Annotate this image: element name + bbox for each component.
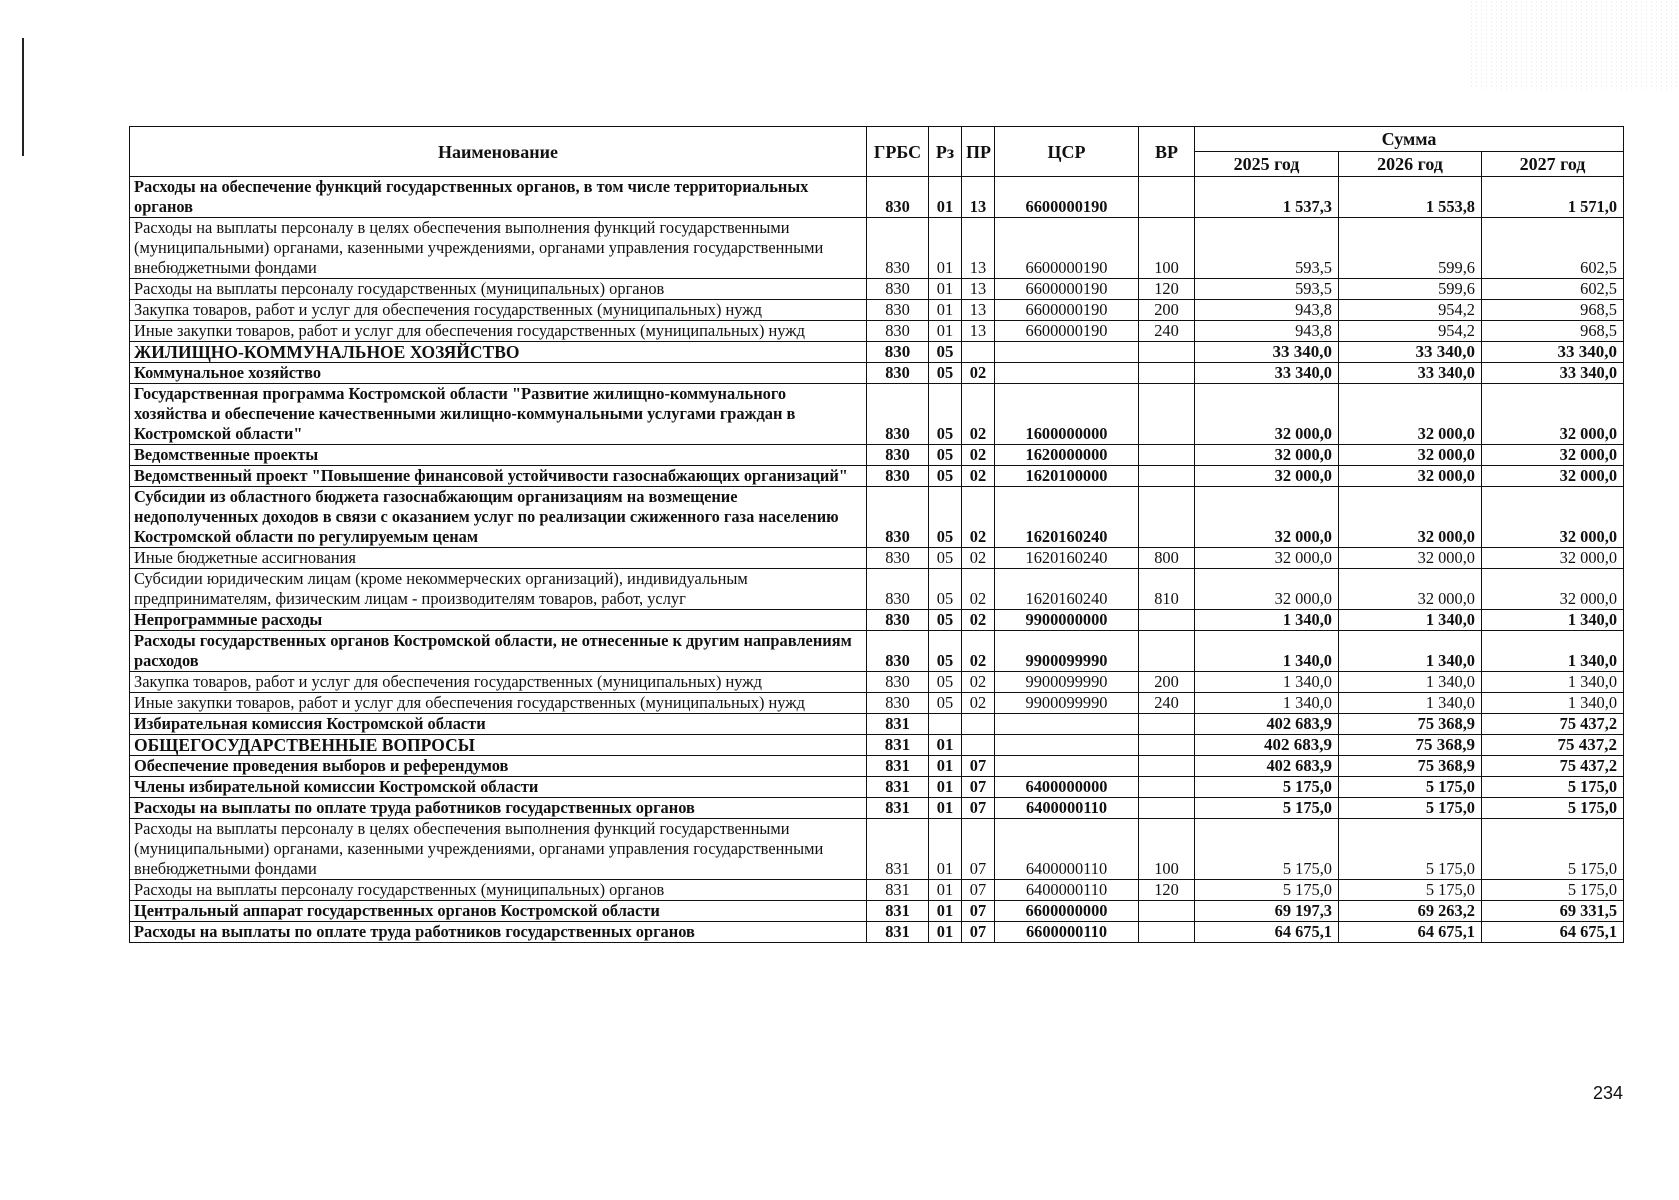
table-row: [130, 922, 1624, 943]
row-sum-2027: 1 340,0: [1482, 610, 1624, 631]
table-row: [130, 735, 1624, 756]
row-sum-2027: 33 340,0: [1482, 342, 1624, 363]
row-name: Расходы на обеспечение функций государственных органов, в том числе территориальных органов: [130, 177, 867, 218]
row-sum-2027: 32 000,0: [1482, 548, 1624, 569]
row-sum-2026: 954,2: [1339, 300, 1482, 321]
row-sum-2025: 1 340,0: [1195, 672, 1339, 693]
row-grbs: 830: [867, 342, 929, 363]
row-sum-2027: 1 340,0: [1482, 631, 1624, 672]
row-sum-2027: 75 437,2: [1482, 735, 1624, 756]
row-grbs: 830: [867, 363, 929, 384]
row-csr: 1620000000: [995, 445, 1139, 466]
row-vr: [1139, 631, 1195, 672]
row-sum-2025: 1 340,0: [1195, 610, 1339, 631]
row-rz: 01: [929, 777, 962, 798]
table-row: [130, 798, 1624, 819]
row-sum-2026: 32 000,0: [1339, 487, 1482, 548]
row-sum-2025: 69 197,3: [1195, 901, 1339, 922]
row-vr: [1139, 756, 1195, 777]
row-pr: 02: [962, 384, 995, 445]
row-sum-2027: 32 000,0: [1482, 466, 1624, 487]
row-grbs: 830: [867, 569, 929, 610]
row-name: Иные закупки товаров, работ и услуг для обеспечения государственных (муниципальных) нужд: [130, 693, 867, 714]
row-rz: 05: [929, 693, 962, 714]
row-csr: [995, 735, 1139, 756]
table-row: [130, 384, 1624, 445]
row-sum-2026: 75 368,9: [1339, 714, 1482, 735]
row-sum-2027: 968,5: [1482, 300, 1624, 321]
row-grbs: 831: [867, 798, 929, 819]
row-sum-2025: 5 175,0: [1195, 880, 1339, 901]
row-vr: 240: [1139, 321, 1195, 342]
row-name: Избирательная комиссия Костромской области: [130, 714, 867, 735]
header-vr: ВР: [1139, 127, 1195, 177]
row-sum-2025: 943,8: [1195, 321, 1339, 342]
row-sum-2026: 1 340,0: [1339, 693, 1482, 714]
table-row: [130, 569, 1624, 610]
row-csr: [995, 756, 1139, 777]
header-2027: 2027 год: [1482, 152, 1624, 177]
row-sum-2025: 593,5: [1195, 279, 1339, 300]
table-row: [130, 279, 1624, 300]
row-pr: [962, 342, 995, 363]
row-sum-2026: 954,2: [1339, 321, 1482, 342]
table-row: [130, 777, 1624, 798]
row-rz: 01: [929, 735, 962, 756]
row-sum-2027: 5 175,0: [1482, 777, 1624, 798]
row-name: Обеспечение проведения выборов и референдумов: [130, 756, 867, 777]
row-sum-2026: 75 368,9: [1339, 735, 1482, 756]
row-sum-2026: 5 175,0: [1339, 777, 1482, 798]
row-sum-2025: 1 340,0: [1195, 631, 1339, 672]
row-grbs: 830: [867, 693, 929, 714]
row-grbs: 831: [867, 735, 929, 756]
table-row: [130, 300, 1624, 321]
row-name: Непрограммные расходы: [130, 610, 867, 631]
row-pr: 02: [962, 487, 995, 548]
row-rz: 01: [929, 901, 962, 922]
row-vr: [1139, 798, 1195, 819]
header-csr: ЦСР: [995, 127, 1139, 177]
row-csr: 6600000190: [995, 300, 1139, 321]
row-sum-2025: 402 683,9: [1195, 756, 1339, 777]
row-rz: 01: [929, 177, 962, 218]
row-sum-2027: 33 340,0: [1482, 363, 1624, 384]
header-rz: Рз: [929, 127, 962, 177]
row-pr: 13: [962, 279, 995, 300]
row-name: Расходы на выплаты персоналу государственных (муниципальных) органов: [130, 880, 867, 901]
row-grbs: 830: [867, 672, 929, 693]
row-pr: 07: [962, 901, 995, 922]
row-grbs: 830: [867, 487, 929, 548]
scan-noise: [1469, 0, 1679, 90]
row-grbs: 830: [867, 177, 929, 218]
row-sum-2026: 599,6: [1339, 218, 1482, 279]
row-vr: [1139, 445, 1195, 466]
table-row: [130, 610, 1624, 631]
row-sum-2027: 5 175,0: [1482, 819, 1624, 880]
row-csr: 6400000110: [995, 798, 1139, 819]
row-pr: [962, 714, 995, 735]
table-row: [130, 363, 1624, 384]
row-pr: 07: [962, 819, 995, 880]
table-row: [130, 177, 1624, 218]
row-name: Ведомственный проект "Повышение финансовой устойчивости газоснабжающих организаций": [130, 466, 867, 487]
row-name: Центральный аппарат государственных органов Костромской области: [130, 901, 867, 922]
row-pr: 07: [962, 777, 995, 798]
row-sum-2025: 32 000,0: [1195, 548, 1339, 569]
table-row: [130, 321, 1624, 342]
table-row: [130, 631, 1624, 672]
row-rz: 01: [929, 756, 962, 777]
row-sum-2026: 33 340,0: [1339, 342, 1482, 363]
row-vr: 800: [1139, 548, 1195, 569]
row-rz: 01: [929, 922, 962, 943]
row-sum-2025: 402 683,9: [1195, 714, 1339, 735]
row-sum-2026: 32 000,0: [1339, 445, 1482, 466]
row-rz: 05: [929, 342, 962, 363]
row-csr: 6400000110: [995, 880, 1139, 901]
row-sum-2027: 602,5: [1482, 279, 1624, 300]
row-grbs: 830: [867, 548, 929, 569]
row-name: Субсидии из областного бюджета газоснабжающим организациям на возмещение недополученных доходов в связи с оказанием услуг по реализации сжиженного газа населению Костромской области по регулируемым ценам: [130, 487, 867, 548]
row-csr: 9900099990: [995, 631, 1139, 672]
row-sum-2027: 32 000,0: [1482, 569, 1624, 610]
row-sum-2027: 1 340,0: [1482, 693, 1624, 714]
row-sum-2026: 32 000,0: [1339, 569, 1482, 610]
row-pr: 02: [962, 548, 995, 569]
row-name: Ведомственные проекты: [130, 445, 867, 466]
row-rz: 01: [929, 321, 962, 342]
row-vr: 240: [1139, 693, 1195, 714]
row-sum-2026: 599,6: [1339, 279, 1482, 300]
row-pr: 07: [962, 798, 995, 819]
row-rz: 05: [929, 569, 962, 610]
row-sum-2027: 64 675,1: [1482, 922, 1624, 943]
row-sum-2026: 69 263,2: [1339, 901, 1482, 922]
table-row: [130, 756, 1624, 777]
row-rz: 01: [929, 798, 962, 819]
row-pr: [962, 735, 995, 756]
row-sum-2025: 32 000,0: [1195, 466, 1339, 487]
row-csr: 1620160240: [995, 569, 1139, 610]
row-rz: 05: [929, 487, 962, 548]
row-sum-2025: 1 537,3: [1195, 177, 1339, 218]
row-pr: 13: [962, 321, 995, 342]
row-vr: 200: [1139, 300, 1195, 321]
row-name: Расходы на выплаты персоналу государственных (муниципальных) органов: [130, 279, 867, 300]
table-row: [130, 880, 1624, 901]
row-sum-2025: 32 000,0: [1195, 569, 1339, 610]
row-rz: 05: [929, 610, 962, 631]
row-grbs: 831: [867, 819, 929, 880]
row-csr: 6600000190: [995, 279, 1139, 300]
row-grbs: 830: [867, 384, 929, 445]
row-sum-2027: 32 000,0: [1482, 384, 1624, 445]
row-sum-2027: 69 331,5: [1482, 901, 1624, 922]
table-row: [130, 445, 1624, 466]
table-row: [130, 548, 1624, 569]
row-sum-2025: 33 340,0: [1195, 342, 1339, 363]
table-row: [130, 487, 1624, 548]
row-grbs: 830: [867, 321, 929, 342]
row-grbs: 830: [867, 466, 929, 487]
row-rz: 05: [929, 384, 962, 445]
row-vr: [1139, 610, 1195, 631]
row-vr: [1139, 714, 1195, 735]
row-grbs: 830: [867, 218, 929, 279]
table-row: [130, 819, 1624, 880]
row-pr: 02: [962, 363, 995, 384]
row-name: Иные закупки товаров, работ и услуг для обеспечения государственных (муниципальных) нужд: [130, 321, 867, 342]
row-csr: [995, 363, 1139, 384]
row-name: Расходы на выплаты по оплате труда работников государственных органов: [130, 798, 867, 819]
row-sum-2025: 33 340,0: [1195, 363, 1339, 384]
row-grbs: 831: [867, 714, 929, 735]
row-csr: 6600000190: [995, 321, 1139, 342]
row-grbs: 830: [867, 631, 929, 672]
row-sum-2027: 32 000,0: [1482, 487, 1624, 548]
table-row: [130, 342, 1624, 363]
row-csr: 1620160240: [995, 487, 1139, 548]
header-grbs: ГРБС: [867, 127, 929, 177]
row-sum-2025: 943,8: [1195, 300, 1339, 321]
row-rz: 05: [929, 466, 962, 487]
scan-margin-line: [22, 38, 24, 156]
row-csr: 9900099990: [995, 672, 1139, 693]
row-name: Расходы на выплаты персоналу в целях обеспечения выполнения функций государственными (муниципальными) органами, казенными учреждениями, органами управления государственными внебюджетными фондами: [130, 819, 867, 880]
row-pr: 02: [962, 672, 995, 693]
row-name: Члены избирательной комиссии Костромской области: [130, 777, 867, 798]
row-vr: [1139, 177, 1195, 218]
row-rz: 01: [929, 880, 962, 901]
row-csr: 6600000000: [995, 901, 1139, 922]
row-sum-2025: 32 000,0: [1195, 487, 1339, 548]
row-pr: 02: [962, 610, 995, 631]
row-vr: [1139, 901, 1195, 922]
row-sum-2026: 5 175,0: [1339, 798, 1482, 819]
row-vr: [1139, 342, 1195, 363]
row-sum-2027: 1 571,0: [1482, 177, 1624, 218]
row-sum-2027: 32 000,0: [1482, 445, 1624, 466]
row-grbs: 830: [867, 610, 929, 631]
row-csr: 6600000190: [995, 218, 1139, 279]
row-rz: 05: [929, 445, 962, 466]
row-csr: 6400000110: [995, 819, 1139, 880]
row-grbs: 831: [867, 756, 929, 777]
row-sum-2026: 75 368,9: [1339, 756, 1482, 777]
row-vr: 810: [1139, 569, 1195, 610]
row-csr: 9900000000: [995, 610, 1139, 631]
row-sum-2026: 33 340,0: [1339, 363, 1482, 384]
row-sum-2027: 5 175,0: [1482, 880, 1624, 901]
row-sum-2025: 5 175,0: [1195, 819, 1339, 880]
row-sum-2026: 1 553,8: [1339, 177, 1482, 218]
row-rz: 01: [929, 279, 962, 300]
row-rz: 01: [929, 819, 962, 880]
budget-table: [129, 126, 1624, 943]
header-name: Наименование: [130, 127, 867, 177]
row-vr: 120: [1139, 880, 1195, 901]
row-grbs: 831: [867, 922, 929, 943]
row-name: Расходы государственных органов Костромской области, не отнесенные к другим направлениям расходов: [130, 631, 867, 672]
row-vr: 100: [1139, 218, 1195, 279]
row-pr: 13: [962, 300, 995, 321]
row-csr: 6600000190: [995, 177, 1139, 218]
table-row: [130, 714, 1624, 735]
row-sum-2026: 1 340,0: [1339, 610, 1482, 631]
row-rz: [929, 714, 962, 735]
page-number: 234: [1592, 1083, 1623, 1103]
row-pr: 02: [962, 466, 995, 487]
row-csr: [995, 342, 1139, 363]
table-row: [130, 218, 1624, 279]
row-vr: [1139, 487, 1195, 548]
row-name: ОБЩЕГОСУДАРСТВЕННЫЕ ВОПРОСЫ: [130, 735, 867, 756]
row-sum-2026: 64 675,1: [1339, 922, 1482, 943]
row-grbs: 830: [867, 300, 929, 321]
row-rz: 05: [929, 672, 962, 693]
row-pr: 02: [962, 445, 995, 466]
row-pr: 02: [962, 693, 995, 714]
row-vr: [1139, 777, 1195, 798]
row-csr: 6400000000: [995, 777, 1139, 798]
row-sum-2027: 1 340,0: [1482, 672, 1624, 693]
row-grbs: 831: [867, 777, 929, 798]
table-row: [130, 672, 1624, 693]
row-name: ЖИЛИЩНО-КОММУНАЛЬНОЕ ХОЗЯЙСТВО: [130, 342, 867, 363]
row-vr: 100: [1139, 819, 1195, 880]
row-name: Расходы на выплаты по оплате труда работников государственных органов: [130, 922, 867, 943]
row-sum-2026: 32 000,0: [1339, 384, 1482, 445]
row-csr: 9900099990: [995, 693, 1139, 714]
row-vr: [1139, 922, 1195, 943]
row-sum-2027: 968,5: [1482, 321, 1624, 342]
row-sum-2026: 5 175,0: [1339, 880, 1482, 901]
row-vr: [1139, 384, 1195, 445]
row-sum-2026: 32 000,0: [1339, 466, 1482, 487]
row-pr: 02: [962, 569, 995, 610]
row-pr: 02: [962, 631, 995, 672]
row-rz: 05: [929, 631, 962, 672]
row-vr: [1139, 363, 1195, 384]
row-sum-2025: 5 175,0: [1195, 798, 1339, 819]
row-sum-2026: 1 340,0: [1339, 672, 1482, 693]
row-csr: 1620160240: [995, 548, 1139, 569]
header-sum: Сумма: [1195, 127, 1624, 152]
row-rz: 01: [929, 300, 962, 321]
header-2026: 2026 год: [1339, 152, 1482, 177]
row-sum-2025: 64 675,1: [1195, 922, 1339, 943]
row-grbs: 830: [867, 279, 929, 300]
row-csr: 6600000110: [995, 922, 1139, 943]
row-vr: 120: [1139, 279, 1195, 300]
row-sum-2027: 5 175,0: [1482, 798, 1624, 819]
row-csr: [995, 714, 1139, 735]
row-grbs: 831: [867, 901, 929, 922]
header-2025: 2025 год: [1195, 152, 1339, 177]
row-name: Иные бюджетные ассигнования: [130, 548, 867, 569]
row-vr: [1139, 735, 1195, 756]
row-pr: 07: [962, 880, 995, 901]
row-sum-2025: 593,5: [1195, 218, 1339, 279]
table-row: [130, 466, 1624, 487]
row-pr: 13: [962, 218, 995, 279]
row-sum-2027: 75 437,2: [1482, 756, 1624, 777]
row-name: Закупка товаров, работ и услуг для обеспечения государственных (муниципальных) нужд: [130, 672, 867, 693]
row-pr: 13: [962, 177, 995, 218]
row-pr: 07: [962, 756, 995, 777]
row-sum-2026: 1 340,0: [1339, 631, 1482, 672]
row-sum-2025: 1 340,0: [1195, 693, 1339, 714]
row-pr: 07: [962, 922, 995, 943]
table-row: [130, 901, 1624, 922]
row-sum-2025: 32 000,0: [1195, 384, 1339, 445]
row-sum-2027: 75 437,2: [1482, 714, 1624, 735]
row-sum-2026: 5 175,0: [1339, 819, 1482, 880]
row-sum-2025: 5 175,0: [1195, 777, 1339, 798]
row-name: Государственная программа Костромской области "Развитие жилищно-коммунального хозяйства и обеспечение качественными жилищно-коммунальными услугами граждан в Костромской области": [130, 384, 867, 445]
row-rz: 01: [929, 218, 962, 279]
header-pr: ПР: [962, 127, 995, 177]
row-name: Расходы на выплаты персоналу в целях обеспечения выполнения функций государственными (муниципальными) органами, казенными учреждениями, органами управления государственными внебюджетными фондами: [130, 218, 867, 279]
row-sum-2025: 32 000,0: [1195, 445, 1339, 466]
row-name: Субсидии юридическим лицам (кроме некоммерческих организаций), индивидуальным предпринимателям, физическим лицам - производителям товаров, работ, услуг: [130, 569, 867, 610]
row-csr: 1600000000: [995, 384, 1139, 445]
row-sum-2026: 32 000,0: [1339, 548, 1482, 569]
row-name: Закупка товаров, работ и услуг для обеспечения государственных (муниципальных) нужд: [130, 300, 867, 321]
row-csr: 1620100000: [995, 466, 1139, 487]
row-rz: 05: [929, 363, 962, 384]
row-sum-2025: 402 683,9: [1195, 735, 1339, 756]
row-grbs: 831: [867, 880, 929, 901]
row-name: Коммунальное хозяйство: [130, 363, 867, 384]
table-row: [130, 693, 1624, 714]
row-vr: 200: [1139, 672, 1195, 693]
row-sum-2027: 602,5: [1482, 218, 1624, 279]
row-rz: 05: [929, 548, 962, 569]
row-grbs: 830: [867, 445, 929, 466]
row-vr: [1139, 466, 1195, 487]
